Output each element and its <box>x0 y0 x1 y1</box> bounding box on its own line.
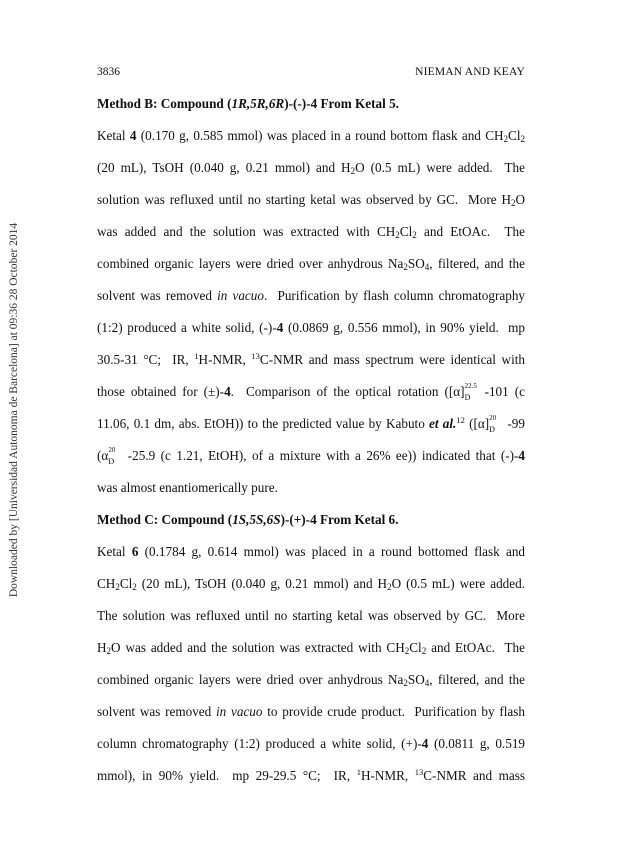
download-watermark <box>6 150 22 670</box>
method-b-line: combined organic layers were dried over anhydrous $Na_2SO_4$, filtered, and the <box>97 256 526 272</box>
method-b-line: (1:2) produced a white solid, (-)-4 (0.0869 g, 0.556 mmol), in 90% yield. mp <box>97 320 525 335</box>
page-header <box>97 66 525 82</box>
method-b-line: (α 20 D -25.9 (c 1.21, EtOH), of a mixture with a 26% ee)) indicated that (-)-4 <box>97 446 525 466</box>
method-b-line: 30.5-31 °C; IR, $^1$H-NMR, $^{13}$C-NMR and mass spectrum were identical with <box>97 351 525 367</box>
method-c-heading: Method C: Compound (1S,5S,6S)-(+)-4 From Ketal 6. <box>97 512 399 527</box>
method-c-line: combined organic layers were dried over anhydrous $Na_2SO_4$, filtered, and the <box>97 672 526 688</box>
page-number: 3836 <box>97 66 120 78</box>
download-watermark-text: Downloaded by [Universidad Autonoma de Barcelona] at 09:36 28 October 2014 <box>8 222 20 598</box>
method-c-line: column chromatography (1:2) produced a white solid, (+)-4 (0.0811 g, 0.519 <box>97 736 526 751</box>
method-b-line: was added and the solution was extracted with $CH_2Cl_2$ and EtOAc. The <box>97 224 525 240</box>
method-c-line: Ketal 6 (0.1784 g, 0.614 mmol) was placed in a round bottomed flask and <box>97 544 526 559</box>
method-b-line: those obtained for (±)-4. Comparison of the optical rotation ([α] 22.5 D -101 (c <box>97 382 525 402</box>
method-b-line: 11.06, 0.1 dm, abs. EtOH)) to the predicted value by Kabuto et al.$^{12}$ ([α] 20 D -99 <box>97 414 525 434</box>
method-b-heading: Method B: Compound (1R,5R,6R)-(-)-4 From Ketal 5. <box>97 96 399 111</box>
method-b-line: solution was refluxed until no starting ketal was observed by GC. More $H_2O$ <box>97 192 525 208</box>
method-b-line: solvent was removed in vacuo. Purification by flash column chromatography <box>97 288 526 303</box>
method-b-line: was almost enantiomerically pure. <box>97 480 278 495</box>
method-c-line: The solution was refluxed until no starting ketal was observed by GC. More <box>97 608 525 623</box>
running-head: NIEMAN AND KEAY <box>415 66 525 78</box>
method-b-line: (20 mL), TsOH (0.040 g, 0.21 mmol) and $H_2O$ (0.5 mL) were added. The <box>97 160 525 176</box>
method-c-line: mmol), in 90% yield. mp 29-29.5 °C; IR, $^1$H-NMR, $^{13}$C-NMR and mass <box>97 767 525 783</box>
method-c-line: $H_2O$ was added and the solution was extracted with $CH_2Cl_2$ and EtOAc. The <box>97 640 525 656</box>
method-b-line: Ketal 4 (0.170 g, 0.585 mmol) was placed in a round bottom flask and $CH_2Cl_2$ <box>97 128 525 144</box>
method-c-line: solvent was removed in vacuo to provide crude product. Purification by flash <box>97 704 525 719</box>
method-c-line: $CH_2Cl_2$ (20 mL), TsOH (0.040 g, 0.21 mmol) and $H_2O$ (0.5 mL) were added. <box>97 576 526 592</box>
